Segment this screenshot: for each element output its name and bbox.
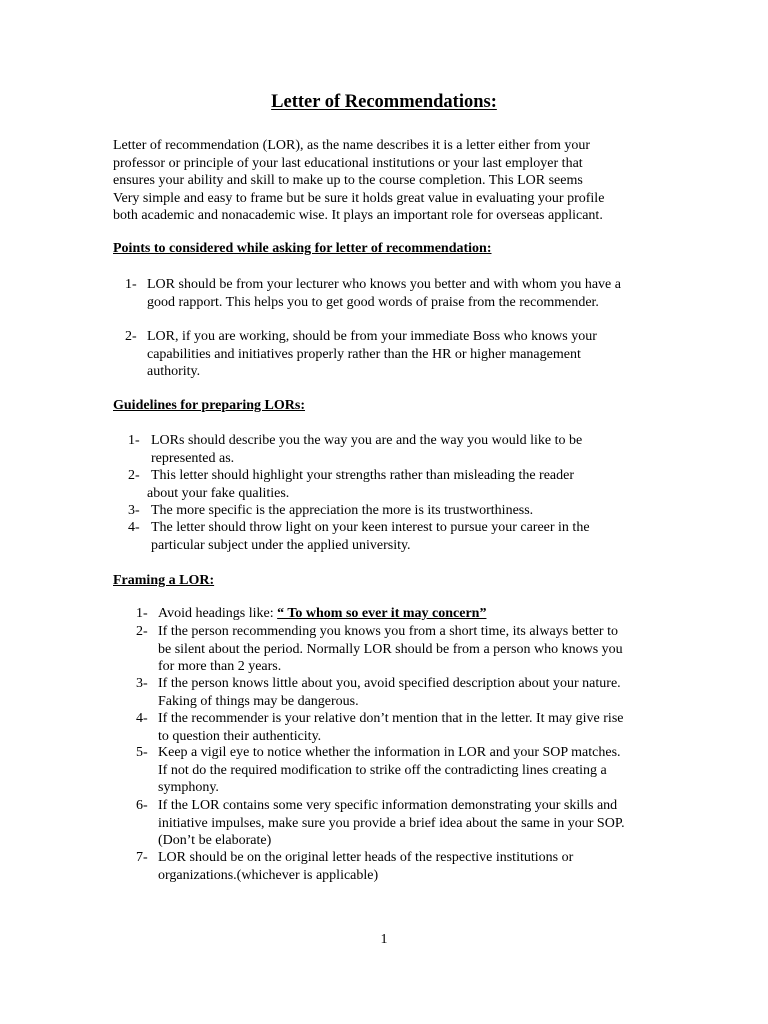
list-item-text (158, 849, 573, 884)
intro-line: ensures your ability and skill to make up to the course completion. This LOR seems (113, 173, 583, 189)
list-line: initiative impulses, make sure you provide a brief idea about the same in your SOP. (158, 815, 625, 831)
list-item-text (147, 276, 621, 311)
list-item-text (147, 328, 597, 381)
list-number: 4- (128, 520, 140, 535)
list-line: If the recommender is your relative don’t mention that in the letter. It may give rise (158, 711, 624, 726)
list-line-prefix: Avoid headings like: (158, 606, 278, 621)
section-heading-framing: Framing a LOR: (113, 573, 215, 588)
list-number: 2- (136, 624, 148, 639)
page-number: 1 (380, 932, 388, 947)
list-number: 2- (125, 329, 137, 344)
list-item-text (158, 797, 625, 850)
list-line: LORs should describe you the way you are and the way you would like to be (151, 433, 583, 448)
page-title: Letter of Recommendations: (271, 92, 497, 112)
intro-line: professor or principle of your last educational institutions or your last employer that (113, 155, 583, 171)
list-item-text (158, 623, 623, 676)
list-line: authority. (147, 364, 201, 380)
list-line: represented as. (151, 450, 235, 466)
intro-paragraph (113, 137, 673, 225)
list-item-text (158, 744, 621, 797)
list-item-text (151, 519, 590, 554)
list-line: LOR should be on the original letter heads of the respective institutions or (158, 850, 574, 865)
list-line: If the LOR contains some very specific information demonstrating your skills and (158, 798, 618, 813)
list-line: LOR, if you are working, should be from your immediate Boss who knows your (147, 329, 597, 344)
section-heading-points: Points to considered while asking for letter of recommendation: (113, 241, 492, 256)
list-item-text (158, 605, 486, 623)
list-number: 5- (136, 745, 148, 760)
list-item-text (151, 432, 582, 467)
avoid-heading-quote: “ To whom so ever it may concern” (277, 606, 487, 621)
list-number: 1- (136, 606, 148, 621)
list-line: to question their authenticity. (158, 728, 322, 744)
list-number: 2- (128, 468, 140, 483)
list-number: 6- (136, 798, 148, 813)
list-line: organizations.(whichever is applicable) (158, 867, 379, 883)
intro-line: both academic and nonacademic wise. It plays an important role for overseas applicant. (113, 208, 603, 224)
list-line: This letter should highlight your strengths rather than misleading the reader (151, 468, 575, 483)
list-number: 1- (125, 277, 137, 292)
list-line: If the person knows little about you, avoid specified description about your nature. (158, 676, 621, 691)
list-line: be silent about the period. Normally LOR should be from a person who knows you (158, 641, 623, 657)
intro-line: Letter of recommendation (LOR), as the name describes it is a letter either from your (113, 138, 590, 153)
list-line: symphony. (158, 780, 219, 796)
intro-line: Very simple and easy to frame but be sure it holds great value in evaluating your profile (113, 190, 605, 206)
list-number: 4- (136, 711, 148, 726)
list-line: Keep a vigil eye to notice whether the information in LOR and your SOP matches. (158, 745, 621, 760)
list-item-text (158, 675, 621, 710)
list-line: The letter should throw light on your keen interest to pursue your career in the (151, 520, 590, 535)
list-line: (Don’t be elaborate) (158, 833, 272, 849)
list-line: If not do the required modification to strike off the contradicting lines creating a (158, 762, 607, 778)
list-item-text (147, 467, 575, 502)
section-heading-guidelines: Guidelines for preparing LORs: (113, 398, 306, 413)
list-line: The more specific is the appreciation the more is its trustworthiness. (151, 503, 534, 518)
list-number: 3- (128, 503, 140, 518)
list-item-text (158, 710, 624, 745)
list-line: good rapport. This helps you to get good words of praise from the recommender. (147, 294, 599, 310)
list-line: If the person recommending you knows you from a short time, its always better to (158, 624, 618, 639)
list-line: capabilities and initiatives properly rather than the HR or higher management (147, 346, 581, 362)
list-number: 1- (128, 433, 140, 448)
list-line: about your fake qualities. (147, 485, 290, 501)
list-line: particular subject under the applied university. (151, 537, 411, 553)
list-line: for more than 2 years. (158, 659, 282, 675)
list-line (158, 605, 486, 623)
list-number: 3- (136, 676, 148, 691)
list-item-text (151, 502, 533, 520)
list-line: LOR should be from your lecturer who knows you better and with whom you have a (147, 277, 621, 292)
list-number: 7- (136, 850, 148, 865)
list-line: Faking of things may be dangerous. (158, 693, 359, 709)
